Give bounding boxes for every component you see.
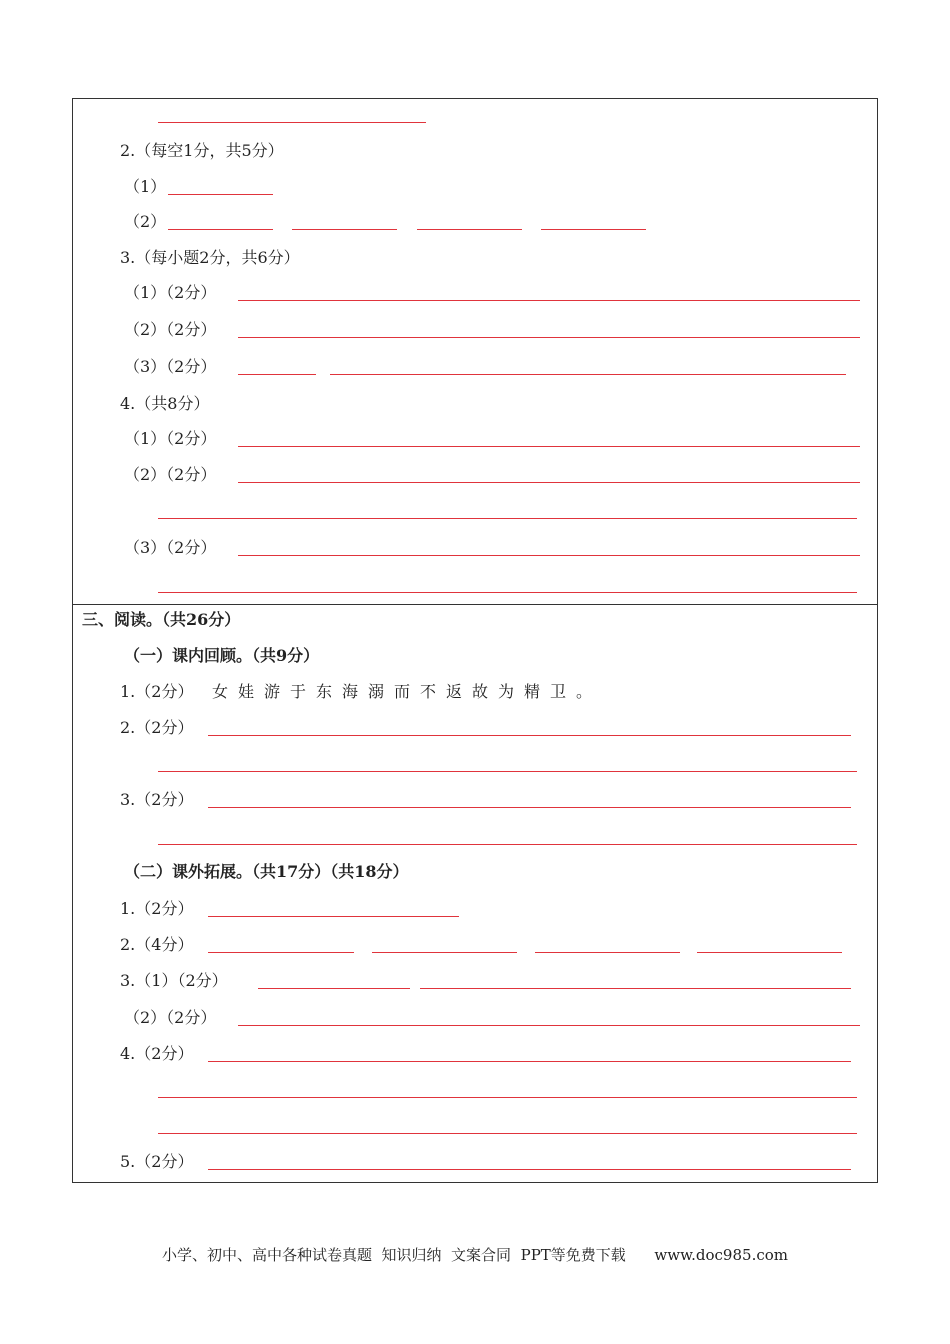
answer-line[interactable]	[292, 229, 397, 230]
answer-line[interactable]	[697, 952, 842, 953]
answer-line[interactable]	[208, 952, 354, 953]
q3-header: 3.（每小题2分，共6分）	[120, 248, 300, 267]
q2-header: 2.（每空1分，共5分）	[120, 141, 284, 160]
answer-line[interactable]	[158, 592, 857, 593]
answer-line[interactable]	[158, 1133, 857, 1134]
q2-sub1-label: （1）	[124, 177, 167, 196]
p3-q3-label: 3.（2分）	[120, 790, 194, 809]
answer-line[interactable]	[420, 988, 851, 989]
footer-text: 小学、初中、高中各种试卷真题 知识归纳 文案合同 PPT等免费下载 www.doc985.com	[161, 1246, 788, 1264]
answer-line[interactable]	[238, 374, 316, 375]
q4-header: 4.（共8分）	[120, 394, 210, 413]
q3-sub2-label: （2）（2分）	[124, 320, 217, 339]
answer-line[interactable]	[158, 518, 857, 519]
answer-line[interactable]	[258, 988, 410, 989]
answer-line[interactable]	[535, 952, 680, 953]
part3-sec1-title: （一）课内回顾。（共9分）	[124, 646, 320, 665]
answer-line[interactable]	[168, 194, 273, 195]
answer-line[interactable]	[238, 300, 860, 301]
part3-title: 三、阅读。（共26分）	[82, 610, 241, 629]
p3b-q4-label: 4.（2分）	[120, 1044, 194, 1063]
answer-line[interactable]	[238, 446, 860, 447]
answer-line[interactable]	[238, 555, 860, 556]
answer-line[interactable]	[238, 337, 860, 338]
p3b-q2-label: 2.（4分）	[120, 935, 194, 954]
p3-q2-label: 2.（2分）	[120, 718, 194, 737]
p3-q1-label: 1.（2分）	[120, 682, 194, 701]
q4-sub2-label: （2）（2分）	[124, 465, 217, 484]
part3-sec2-title: （二）课外拓展。（共17分）（共18分）	[124, 862, 409, 881]
answer-line[interactable]	[208, 1169, 851, 1170]
p3b-q3-label: 3.（1）（2分）	[120, 971, 228, 990]
answer-line[interactable]	[158, 771, 857, 772]
p3b-q1-label: 1.（2分）	[120, 899, 194, 918]
q4-sub3-label: （3）（2分）	[124, 538, 217, 557]
answer-line[interactable]	[168, 229, 273, 230]
answer-line[interactable]	[158, 844, 857, 845]
answer-line[interactable]	[238, 482, 860, 483]
answer-line[interactable]	[208, 807, 851, 808]
answer-line[interactable]	[208, 735, 851, 736]
section-divider	[72, 604, 878, 605]
answer-line[interactable]	[158, 1097, 857, 1098]
answer-line[interactable]	[330, 374, 846, 375]
answer-line[interactable]	[541, 229, 646, 230]
answer-line[interactable]	[158, 122, 426, 123]
answer-line[interactable]	[208, 1061, 851, 1062]
q3-sub3-label: （3）（2分）	[124, 357, 217, 376]
q3-sub1-label: （1）（2分）	[124, 283, 217, 302]
q2-sub2-label: （2）	[124, 212, 167, 231]
answer-line[interactable]	[372, 952, 517, 953]
answer-line[interactable]	[208, 916, 459, 917]
p3b-q3b-label: （2）（2分）	[124, 1008, 217, 1027]
q4-sub1-label: （1）（2分）	[124, 429, 217, 448]
answer-line[interactable]	[417, 229, 522, 230]
p3-q1-answer: 女娃游于东海溺而不返故为精卫。	[212, 682, 603, 701]
answer-line[interactable]	[238, 1025, 860, 1026]
p3b-q5-label: 5.（2分）	[120, 1152, 194, 1171]
